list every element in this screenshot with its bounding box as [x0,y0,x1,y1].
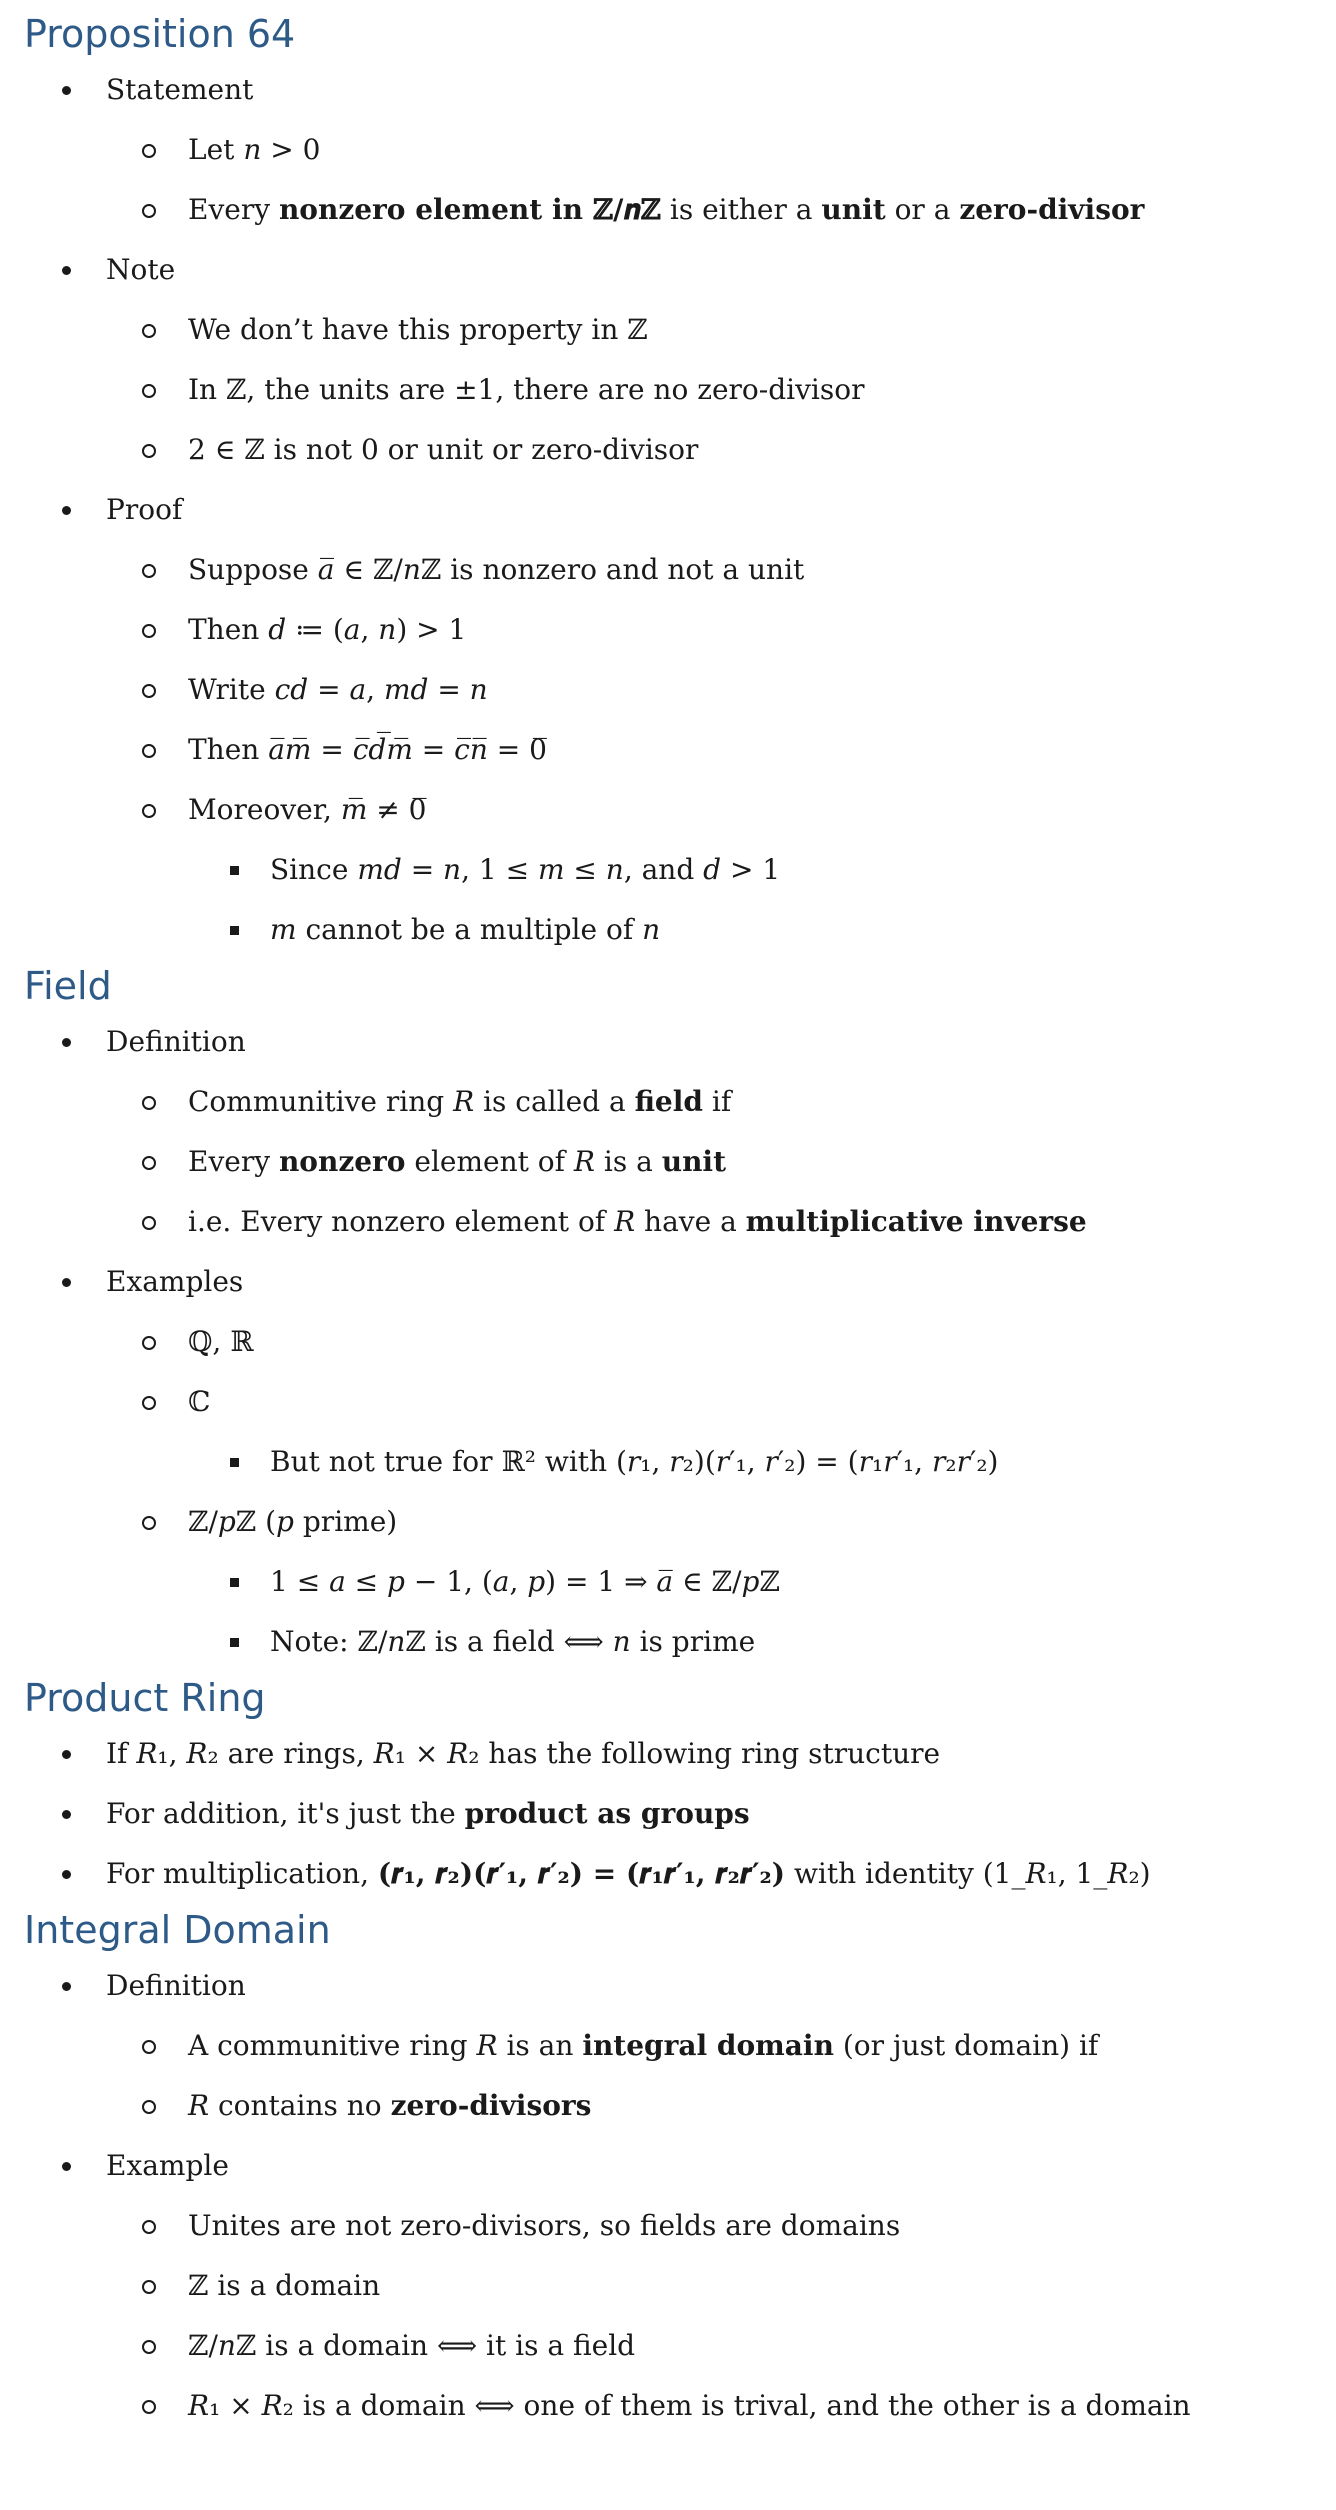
bold-term: nonzero element in ℤ/𝒏ℤ [278,193,661,226]
list-item [24,120,1336,180]
bold-term: nonzero [278,1145,406,1178]
list-item-text: Moreover, 𝑚̅ ≠ 0̅ [188,793,427,826]
list-item [24,600,1336,660]
list-item [24,2016,1336,2076]
bold-term: zero-divisors [390,2089,592,2122]
list-item [24,420,1336,480]
list-item-text: 𝑅₁ × 𝑅₂ is a domain ⟺ one of them is trival, and the other is a domain [188,2389,1191,2422]
list-item [24,480,1336,540]
text-run: is either a [660,193,822,226]
list-item-text: Note: ℤ/𝑛ℤ is a field ⟺ 𝑛 is prime [270,1625,756,1658]
list-item [24,1012,1336,1072]
list-item [24,660,1336,720]
list-item-text [188,2089,591,2122]
list-item-text: Suppose 𝑎̅ ∈ ℤ/𝑛ℤ is nonzero and not a unit [188,553,805,586]
list-item-text: 1 ≤ 𝑎 ≤ 𝑝 − 1, (𝑎, 𝑝) = 1 ⇒ 𝑎̅ ∈ ℤ/𝑝ℤ [270,1565,780,1598]
list-item-text: Then 𝑑 ≔ (𝑎, 𝑛) > 1 [188,613,467,646]
list-item-text: Then 𝑎̅𝑚̅ = 𝑐̅𝑑̅𝑚̅ = 𝑐̅𝑛̅ = 0̅ [188,733,547,766]
list-item-text [188,1205,1087,1238]
bullet-list-level-2 [24,1312,1336,1672]
section-heading: Proposition 64 [24,12,296,56]
list-item-text: ℤ is a domain [188,2269,381,2302]
bold-term: zero-divisor [959,193,1145,226]
list-item-text: Proof [106,493,183,526]
list-item-text: ℤ/𝑝ℤ (𝑝 prime) [188,1505,398,1538]
list-item-text: 2 ∈ ℤ is not 0 or unit or zero-divisor [188,433,699,466]
list-item-text: Note [106,253,176,286]
list-item-text: If 𝑅₁, 𝑅₂ are rings, 𝑅₁ × 𝑅₂ has the following ring structure [106,1737,941,1770]
list-item [24,2376,1336,2436]
bullet-list-level-2 [24,300,1336,480]
list-item [24,780,1336,840]
list-item-text: 𝑚 cannot be a multiple of 𝑛 [270,913,661,946]
text-run: or a [885,193,960,226]
bold-term: product as groups [464,1797,750,1830]
list-item-text: ℂ [188,1385,211,1418]
bold-term: (𝒓₁, 𝒓₂)(𝒓′₁, 𝒓′₂) = (𝒓₁𝒓′₁, 𝒓₂𝒓′₂) [377,1857,786,1890]
list-item [24,1132,1336,1192]
text-run: Communitive ring 𝑅 is called a [188,1085,635,1118]
text-run: if [702,1085,732,1118]
list-item [24,840,1336,900]
bullet-list-level-1 [24,1956,1336,2436]
list-item [24,1552,1336,1612]
text-run: Every [188,193,279,226]
list-item [24,1844,1336,1904]
list-item [24,300,1336,360]
bold-term: unit [661,1145,727,1178]
section-heading: Product Ring [24,1676,266,1720]
list-item [24,2196,1336,2256]
list-item [24,360,1336,420]
list-item-text: Unites are not zero-divisors, so fields are domains [188,2209,901,2242]
list-item-text: Definition [106,1969,246,2002]
list-item [24,1492,1336,1552]
bullet-list-level-1 [24,60,1336,960]
bullet-list-level-3 [24,840,1336,960]
text-run: element of 𝑅 is a [405,1145,662,1178]
list-item [24,180,1336,240]
list-item [24,1784,1336,1844]
list-item-text: But not true for ℝ² with (𝑟₁, 𝑟₂)(𝑟′₁, 𝑟′₂) = (𝑟₁𝑟′₁, 𝑟₂𝑟′₂) [270,1445,999,1478]
bullet-list-level-2 [24,120,1336,240]
list-item-text: Definition [106,1025,246,1058]
text-run: Every [188,1145,279,1178]
bullet-list-level-2 [24,2016,1336,2136]
list-item-text: Examples [106,1265,244,1298]
list-item [24,2076,1336,2136]
list-item-text [188,2029,1098,2062]
list-item [24,900,1336,960]
text-run: i.e. Every nonzero element of 𝑅 have a [188,1205,746,1238]
list-item-text [106,1797,750,1830]
section-heading: Field [24,964,112,1008]
list-item [24,1956,1336,2016]
list-item-text: We don’t have this property in ℤ [188,313,648,346]
list-item-text: Statement [106,73,254,106]
list-item-text: ℚ, ℝ [188,1325,254,1358]
list-item [24,1612,1336,1672]
list-item [24,1372,1336,1432]
list-item [24,60,1336,120]
list-item-text [106,1857,1151,1890]
bold-term: integral domain [582,2029,834,2062]
list-item [24,2136,1336,2196]
list-item [24,1192,1336,1252]
bullet-list-level-2 [24,1072,1336,1252]
bold-term: multiplicative inverse [745,1205,1087,1238]
list-item [24,540,1336,600]
list-item-text: Let 𝑛 > 0 [188,133,321,166]
list-item [24,1724,1336,1784]
bullet-list-level-3 [24,1432,1336,1492]
list-item [24,1432,1336,1492]
list-item-text: Example [106,2149,229,2182]
text-run: A communitive ring 𝑅 is an [188,2029,583,2062]
list-item-text [188,1085,731,1118]
list-item [24,1252,1336,1312]
list-item [24,2256,1336,2316]
bold-term: field [634,1085,703,1118]
bullet-list-level-1 [24,1724,1336,1904]
bullet-list-level-2 [24,540,1336,960]
list-item-text: Since 𝑚𝑑 = 𝑛, 1 ≤ 𝑚 ≤ 𝑛, and 𝑑 > 1 [270,853,781,886]
list-item [24,1312,1336,1372]
list-item [24,720,1336,780]
bullet-list-level-1 [24,1012,1336,1672]
bold-term: unit [821,193,886,226]
list-item-text [188,1145,726,1178]
bullet-list-level-2 [24,2196,1336,2436]
text-run: For addition, it's just the [106,1797,465,1830]
list-item [24,1072,1336,1132]
text-run: with identity (1_𝑅₁, 1_𝑅₂) [785,1857,1151,1890]
list-item [24,240,1336,300]
list-item-text: In ℤ, the units are ±1, there are no zero-divisor [188,373,865,406]
text-run: 𝑅 contains no [188,2089,391,2122]
list-item-text: ℤ/𝑛ℤ is a domain ⟺ it is a field [188,2329,636,2362]
list-item-text [188,193,1144,226]
list-item-text: Write 𝑐𝑑 = 𝑎, 𝑚𝑑 = 𝑛 [188,673,488,706]
text-run: (or just domain) if [833,2029,1099,2062]
list-item [24,2316,1336,2376]
bullet-list-level-3 [24,1552,1336,1672]
section-heading: Integral Domain [24,1908,331,1952]
text-run: For multiplication, [106,1857,378,1890]
